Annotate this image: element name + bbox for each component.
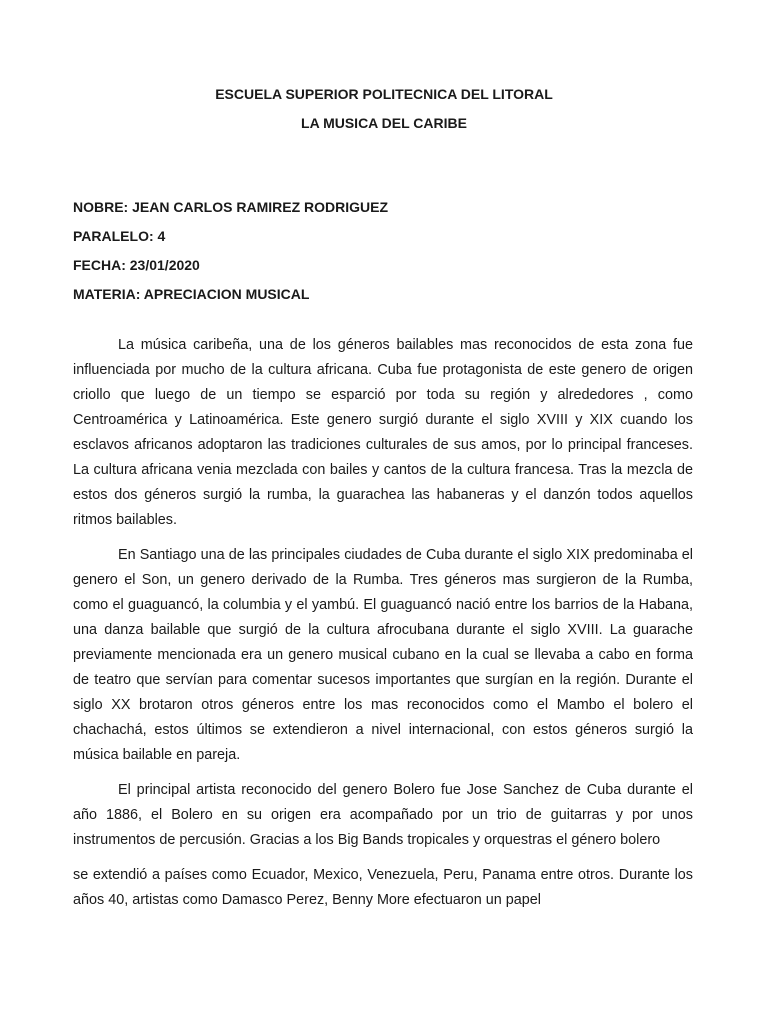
student-name: NOBRE: JEAN CARLOS RAMIREZ RODRIGUEZ (73, 199, 389, 215)
subject-line: MATERIA: APRECIACION MUSICAL (73, 286, 310, 302)
institution-heading: ESCUELA SUPERIOR POLITECNICA DEL LITORAL (215, 86, 553, 102)
paralelo-line: PARALELO: 4 (73, 228, 166, 244)
body-paragraph: El principal artista reconocido del genero Bolero fue Jose Sanchez de Cuba durante el año 1886, el Bolero en su origen era acompañado por un trio de guitarras y por unos instrumentos de percusión. Gracias a los Big Bands tropicales y orquestras el género bolero (73, 782, 693, 848)
body-paragraph-continuation: se extendió a países como Ecuador, Mexico, Venezuela, Peru, Panama entre otros. Durante los años 40, artistas como Damasco Perez, Benny More efectuaron un papel (73, 867, 693, 908)
student-info-block (73, 193, 693, 309)
date-line: FECHA: 23/01/2020 (73, 257, 200, 273)
document-title: LA MUSICA DEL CARIBE (301, 115, 467, 131)
body-paragraph: La música caribeña, una de los géneros bailables mas reconocidos de esta zona fue influenciada por mucho de la cultura africana. Cuba fue protagonista de este genero de origen criollo que luego de un tiempo se esparció por toda su región y alrededores , como Centroamérica y Latinoamérica. Este genero surgió durante el siglo XVIII y XIX cuando los esclavos africanos adoptaron las tradiciones culturales de sus amos, por lo principal franceses. La cultura africana venia mezclada con bailes y cantos de la cultura francesa. Tras la mezcla de estos dos géneros surgió la rumba, la guarachea las habaneras y el danzón todos aquellos ritmos bailables. (73, 337, 693, 528)
body-paragraph: En Santiago una de las principales ciudades de Cuba durante el siglo XIX predominaba el genero el Son, un genero derivado de la Rumba. Tres géneros mas surgieron de la Rumba, como el guaguancó, la columbia y el yambú. El guaguancó nació entre los barrios de la Habana, una danza bailable que surgió de la cultura afrocubana durante el siglo XVIII. La guarache previamente mencionada era un genero musical cubano en la cual se llevaba a cabo en forma de teatro que servían para comentar sucesos importantes que surgían en la región. Durante el siglo XX brotaron otros géneros entre los mas reconocidos como el Mambo el bolero el chachachá, estos últimos se extendieron a nivel internacional, con estos géneros surgió la música bailable en pareja. (73, 547, 693, 763)
